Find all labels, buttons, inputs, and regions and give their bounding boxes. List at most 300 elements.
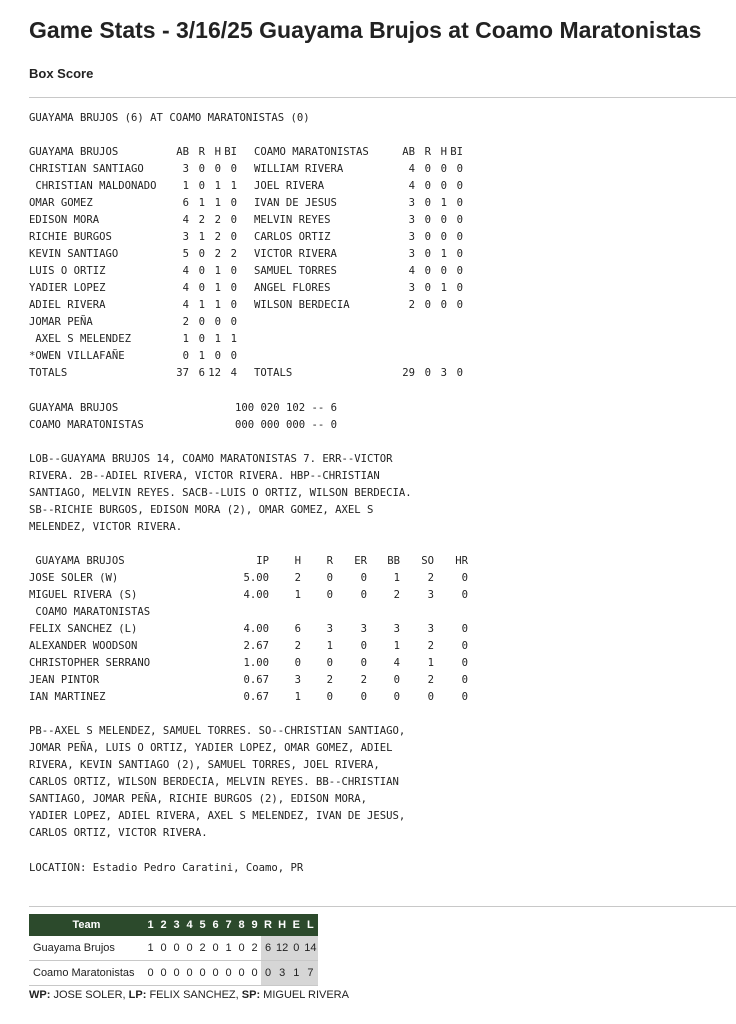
stat-ab: 4 [408, 163, 415, 175]
player-name: JOEL RIVERA [254, 180, 325, 192]
total-h: 12 [275, 936, 289, 961]
inning-score: 0 [183, 936, 196, 961]
table-row [29, 638, 468, 655]
col-header-h: H [275, 914, 289, 936]
stat-ab: 6 [182, 197, 189, 209]
stat-r: 0 [326, 691, 333, 703]
stat-ip: 2.67 [243, 640, 269, 652]
pitcher-name: JEAN PINTOR [29, 674, 100, 686]
table-row [29, 314, 463, 331]
total-r: 6 [198, 367, 205, 379]
stat-ab: 3 [182, 231, 189, 243]
inning-score: 1 [144, 936, 157, 961]
linescore-text-row [29, 400, 337, 417]
team-name: COAMO MARATONISTAS [29, 419, 144, 431]
player-name: ADIEL RIVERA [29, 299, 106, 311]
stat-h: 2 [214, 248, 221, 260]
stat-ab: 4 [182, 265, 189, 277]
page-title: Game Stats - 3/16/25 Guayama Brujos at Coamo Maratonistas [29, 17, 702, 43]
stat-r: 0 [198, 265, 205, 277]
home-team-header: COAMO MARATONISTAS [254, 146, 369, 158]
pitcher-name: FELIX SANCHEZ (L) [29, 623, 138, 635]
player-name: EDISON MORA [29, 214, 100, 226]
stat-ab: 4 [408, 265, 415, 277]
empty-cell [400, 604, 434, 621]
empty-cell [431, 331, 447, 348]
pitcher-name: MIGUEL RIVERA (S) [29, 589, 138, 601]
empty-cell [415, 314, 431, 331]
pitching-notes: PB--AXEL S MELENDEZ, SAMUEL TORRES. SO--CHRISTIAN SANTIAGO, JOMAR PEÑA, LUIS O ORTIZ, YADIER LOPEZ, OMAR GOMEZ, ADIEL RIVERA, KEVIN SANTIAGO (2), SAMUEL TORRES, JOEL RIVERA, CARLOS ORTIZ, WILSON BERDECIA, MELVIN REYES. BB--CHRISTIAN SANTIAGO, JOMAR PEÑA, RICHIE BURGOS (2), EDISON MORA, YADIER LOPEZ, ADIEL RIVERA, AXEL S MELENDEZ, IVAN DE JESUS, CARLOS ORTIZ, VICTOR RIVERA. [29, 725, 406, 839]
stat-h: 1 [294, 589, 301, 601]
pitching-team-header: GUAYAMA BRUJOS [29, 555, 125, 567]
stat-h: 1 [440, 197, 447, 209]
col-header-2: 2 [157, 914, 170, 936]
col-header: IP [256, 555, 269, 567]
table-row [29, 689, 468, 706]
stat-r: 0 [424, 299, 431, 311]
inning-score: 0 [157, 961, 170, 986]
stat-r: 0 [424, 248, 431, 260]
stat-bi: 0 [456, 180, 463, 192]
stat-r: 0 [424, 282, 431, 294]
player-name: MELVIN REYES [254, 214, 331, 226]
empty-cell [447, 314, 463, 331]
stat-h: 2 [294, 640, 301, 652]
stat-r: 1 [198, 197, 205, 209]
pitcher-name: IAN MARTINEZ [29, 691, 106, 703]
spacer [237, 297, 254, 314]
stat-bi: 1 [230, 180, 237, 192]
stat-so: 2 [427, 572, 434, 584]
stat-bb: 3 [393, 623, 400, 635]
empty-cell [399, 348, 415, 365]
col-header-team: Team [29, 914, 144, 936]
stat-r: 1 [198, 231, 205, 243]
empty-cell [447, 348, 463, 365]
stat-h: 1 [294, 691, 301, 703]
table-row [29, 144, 463, 161]
stat-r: 0 [198, 163, 205, 175]
stat-h: 0 [214, 316, 221, 328]
inning-score: 0 [209, 961, 222, 986]
inning-score: 0 [183, 961, 196, 986]
total-l: 7 [303, 961, 317, 986]
col-header-5: 5 [196, 914, 209, 936]
pitcher-name: JOSE SOLER (W) [29, 572, 119, 584]
stat-h: 1 [440, 282, 447, 294]
col-header-8: 8 [235, 914, 248, 936]
pitcher-name: ALEXANDER WOODSON [29, 640, 138, 652]
losing-pitcher: FELIX SANCHEZ [149, 989, 236, 1001]
stat-bi: 0 [456, 299, 463, 311]
section-title: Box Score [29, 66, 94, 81]
col-header: AB [176, 146, 189, 158]
stat-r: 0 [198, 248, 205, 260]
col-header-9: 9 [248, 914, 261, 936]
empty-cell [399, 331, 415, 348]
player-name: IVAN DE JESUS [254, 197, 337, 209]
total-e: 0 [289, 936, 303, 961]
table-row [29, 212, 463, 229]
col-header-4: 4 [183, 914, 196, 936]
stat-bi: 0 [230, 282, 237, 294]
inning-line: 000 000 000 -- 0 [235, 419, 338, 431]
stat-r: 0 [424, 197, 431, 209]
inning-score: 0 [222, 961, 235, 986]
empty-cell [269, 604, 301, 621]
spacer [237, 229, 254, 246]
stat-h: 0 [440, 180, 447, 192]
stat-h: 6 [294, 623, 301, 635]
spacer [237, 161, 254, 178]
total-l: 14 [303, 936, 317, 961]
empty-cell [431, 348, 447, 365]
total-r: 0 [424, 367, 431, 379]
stat-so: 3 [427, 623, 434, 635]
stat-ab: 4 [182, 282, 189, 294]
empty-cell [399, 314, 415, 331]
table-row [29, 280, 463, 297]
stat-ip: 5.00 [243, 572, 269, 584]
spacer [237, 280, 254, 297]
stat-h: 1 [214, 333, 221, 345]
inning-line: 100 020 102 -- 6 [235, 402, 338, 414]
table-row [29, 246, 463, 263]
stat-bi: 0 [230, 163, 237, 175]
stat-r: 0 [326, 657, 333, 669]
stat-hr: 0 [461, 623, 468, 635]
stat-bi: 2 [230, 248, 237, 260]
stat-h: 0 [294, 657, 301, 669]
stat-ab: 1 [182, 180, 189, 192]
stat-bb: 1 [393, 572, 400, 584]
stat-h: 2 [294, 572, 301, 584]
stat-h: 0 [214, 350, 221, 362]
stat-ip: 0.67 [243, 691, 269, 703]
table-row [29, 365, 463, 382]
empty-cell [447, 331, 463, 348]
table-row [29, 331, 463, 348]
empty-cell [431, 314, 447, 331]
inning-score: 0 [157, 936, 170, 961]
stat-bi: 1 [230, 333, 237, 345]
player-name: SAMUEL TORRES [254, 265, 337, 277]
stat-bi: 0 [230, 316, 237, 328]
col-header-6: 6 [209, 914, 222, 936]
stat-bb: 1 [393, 640, 400, 652]
col-header: H [294, 555, 301, 567]
stat-bb: 0 [393, 691, 400, 703]
player-name: OMAR GOMEZ [29, 197, 93, 209]
stat-er: 0 [360, 640, 367, 652]
stat-r: 2 [198, 214, 205, 226]
winning-pitcher: JOSE SOLER [53, 989, 123, 1001]
total-h: 3 [275, 961, 289, 986]
table-row [29, 587, 468, 604]
divider [29, 906, 736, 907]
pitching-decisions: WP: JOSE SOLER, LP: FELIX SANCHEZ, SP: MIGUEL RIVERA [29, 989, 349, 1001]
stat-hr: 0 [461, 674, 468, 686]
inning-score: 0 [170, 936, 183, 961]
table-row [29, 297, 463, 314]
empty-cell [301, 604, 333, 621]
stat-r: 0 [326, 589, 333, 601]
batting-table [29, 144, 463, 382]
spacer [237, 246, 254, 263]
stat-er: 0 [360, 657, 367, 669]
col-header: BI [224, 146, 237, 158]
stat-ab: 3 [408, 282, 415, 294]
stat-hr: 0 [461, 589, 468, 601]
stat-r: 0 [198, 180, 205, 192]
empty-cell [254, 348, 399, 365]
stat-bi: 0 [456, 197, 463, 209]
pitching-team-header: COAMO MARATONISTAS [29, 606, 151, 618]
total-h: 12 [208, 367, 221, 379]
inning-score: 1 [222, 936, 235, 961]
stat-bi: 0 [230, 231, 237, 243]
total-e: 1 [289, 961, 303, 986]
table-row [29, 229, 463, 246]
stat-ab: 3 [182, 163, 189, 175]
col-header-1: 1 [144, 914, 157, 936]
pitcher-name: CHRISTOPHER SERRANO [29, 657, 151, 669]
lp-label: LP: [128, 989, 147, 1001]
stat-hr: 0 [461, 657, 468, 669]
save-pitcher: MIGUEL RIVERA [263, 989, 349, 1001]
total-bi: 4 [230, 367, 237, 379]
stat-hr: 0 [461, 640, 468, 652]
stat-er: 0 [360, 589, 367, 601]
stat-h: 0 [440, 265, 447, 277]
total-ab: 37 [176, 367, 189, 379]
stat-ab: 1 [182, 333, 189, 345]
team-name: Coamo Maratonistas [29, 961, 144, 986]
player-name: WILLIAM RIVERA [254, 163, 344, 175]
stat-h: 1 [214, 299, 221, 311]
spacer [237, 331, 254, 348]
stat-h: 0 [440, 299, 447, 311]
total-r: 6 [261, 936, 275, 961]
spacer [237, 263, 254, 280]
table-row [29, 604, 468, 621]
empty-cell [415, 331, 431, 348]
col-header: HR [455, 555, 468, 567]
inning-score: 2 [196, 936, 209, 961]
stat-h: 0 [440, 214, 447, 226]
col-header: R [326, 555, 333, 567]
stat-bi: 0 [456, 248, 463, 260]
player-name: ANGEL FLORES [254, 282, 331, 294]
col-header: BB [387, 555, 400, 567]
stat-ab: 2 [182, 316, 189, 328]
stat-ab: 4 [182, 214, 189, 226]
inning-score: 2 [248, 936, 261, 961]
table-row [29, 178, 463, 195]
stat-h: 1 [440, 248, 447, 260]
player-name: YADIER LOPEZ [29, 282, 106, 294]
stat-ab: 4 [182, 299, 189, 311]
table-row [29, 348, 463, 365]
spacer [237, 195, 254, 212]
stat-r: 1 [198, 299, 205, 311]
stat-bi: 0 [456, 231, 463, 243]
stat-hr: 0 [461, 691, 468, 703]
divider [29, 97, 736, 98]
stat-ab: 5 [182, 248, 189, 260]
table-row [29, 553, 468, 570]
pitching-table [29, 553, 468, 706]
matchup-line: GUAYAMA BRUJOS (6) AT COAMO MARATONISTAS (0) [29, 112, 310, 124]
stat-er: 0 [360, 572, 367, 584]
stat-so: 1 [427, 657, 434, 669]
inning-score: 0 [235, 961, 248, 986]
spacer [237, 178, 254, 195]
stat-h: 1 [214, 282, 221, 294]
stat-er: 3 [360, 623, 367, 635]
stat-h: 0 [440, 231, 447, 243]
inning-score: 0 [144, 961, 157, 986]
col-header: H [440, 146, 447, 158]
stat-ab: 2 [408, 299, 415, 311]
stat-ab: 4 [408, 180, 415, 192]
total-bi: 0 [456, 367, 463, 379]
player-name: *OWEN VILLAFAÑE [29, 350, 125, 362]
table-row [29, 621, 468, 638]
stat-r: 0 [198, 282, 205, 294]
empty-cell [415, 348, 431, 365]
inning-score: 0 [209, 936, 222, 961]
stat-bb: 4 [393, 657, 400, 669]
stat-bi: 0 [456, 163, 463, 175]
totals-label: TOTALS [29, 367, 68, 379]
player-name: CHRISTIAN SANTIAGO [29, 163, 144, 175]
stat-bi: 0 [230, 299, 237, 311]
stat-r: 0 [198, 316, 205, 328]
col-header: H [214, 146, 221, 158]
stat-h: 2 [214, 214, 221, 226]
empty-cell [333, 604, 367, 621]
empty-cell [367, 604, 400, 621]
table-row [29, 263, 463, 280]
stat-bi: 0 [230, 214, 237, 226]
stat-so: 2 [427, 640, 434, 652]
col-header: AB [402, 146, 415, 158]
stat-ip: 4.00 [243, 623, 269, 635]
player-name: RICHIE BURGOS [29, 231, 112, 243]
stat-h: 0 [440, 163, 447, 175]
stat-bb: 2 [393, 589, 400, 601]
col-header-r: R [261, 914, 275, 936]
totals-label: TOTALS [254, 367, 293, 379]
player-name: KEVIN SANTIAGO [29, 248, 119, 260]
col-header: R [424, 146, 431, 158]
stat-ab: 3 [408, 197, 415, 209]
spacer [237, 348, 254, 365]
stat-h: 3 [294, 674, 301, 686]
col-header: ER [354, 555, 367, 567]
stat-ab: 3 [408, 248, 415, 260]
col-header-e: E [289, 914, 303, 936]
table-row [29, 195, 463, 212]
stat-bi: 0 [230, 197, 237, 209]
spacer [237, 365, 254, 382]
stat-r: 0 [424, 180, 431, 192]
stat-h: 1 [214, 197, 221, 209]
wp-label: WP: [29, 989, 51, 1001]
stat-r: 0 [424, 163, 431, 175]
total-ab: 29 [402, 367, 415, 379]
linescore-text-row [29, 417, 337, 434]
stat-r: 1 [198, 350, 205, 362]
empty-cell [254, 331, 399, 348]
stat-ab: 3 [408, 214, 415, 226]
stat-ip: 4.00 [243, 589, 269, 601]
inning-score: 0 [235, 936, 248, 961]
linescore-table [29, 914, 318, 986]
stat-r: 2 [326, 674, 333, 686]
table-row [29, 961, 318, 986]
stat-bb: 0 [393, 674, 400, 686]
player-name: CARLOS ORTIZ [254, 231, 331, 243]
stat-h: 1 [214, 180, 221, 192]
stat-bi: 0 [456, 214, 463, 226]
stat-r: 0 [424, 265, 431, 277]
col-header-l: L [303, 914, 317, 936]
stat-r: 0 [424, 231, 431, 243]
location: LOCATION: Estadio Pedro Caratini, Coamo, PR [29, 862, 304, 874]
table-row [29, 570, 468, 587]
stat-ip: 1.00 [243, 657, 269, 669]
stat-h: 2 [214, 231, 221, 243]
col-header-3: 3 [170, 914, 183, 936]
stat-ab: 3 [408, 231, 415, 243]
col-header: BI [450, 146, 463, 158]
player-name: VICTOR RIVERA [254, 248, 337, 260]
player-name: LUIS O ORTIZ [29, 265, 106, 277]
stat-er: 0 [360, 691, 367, 703]
empty-cell [254, 314, 399, 331]
stat-r: 0 [326, 572, 333, 584]
table-row [29, 936, 318, 961]
team-name: GUAYAMA BRUJOS [29, 402, 119, 414]
stat-r: 1 [326, 640, 333, 652]
away-team-header: GUAYAMA BRUJOS [29, 146, 119, 158]
stat-ab: 0 [182, 350, 189, 362]
total-r: 0 [261, 961, 275, 986]
stat-r: 0 [198, 333, 205, 345]
spacer [237, 144, 254, 161]
stat-bi: 0 [456, 282, 463, 294]
stat-ip: 0.67 [243, 674, 269, 686]
stat-r: 0 [424, 214, 431, 226]
stat-hr: 0 [461, 572, 468, 584]
table-row [29, 161, 463, 178]
stat-so: 0 [427, 691, 434, 703]
table-row [29, 655, 468, 672]
player-name: JOMAR PEÑA [29, 316, 93, 328]
empty-cell [229, 604, 269, 621]
sp-label: SP: [241, 989, 261, 1001]
stat-bi: 0 [230, 265, 237, 277]
spacer [237, 314, 254, 331]
team-name: Guayama Brujos [29, 936, 144, 961]
game-notes: LOB--GUAYAMA BRUJOS 14, COAMO MARATONISTAS 7. ERR--VICTOR RIVERA. 2B--ADIEL RIVERA, VICTOR RIVERA. HBP--CHRISTIAN SANTIAGO, MELVIN REYES. SACB--LUIS O ORTIZ, WILSON BERDECIA. SB--RICHIE BURGOS, EDISON MORA (2), OMAR GOMEZ, AXEL S MELENDEZ, VICTOR RIVERA. [29, 453, 412, 533]
stat-bi: 0 [456, 265, 463, 277]
player-name: AXEL S MELENDEZ [29, 333, 132, 345]
player-name: WILSON BERDECIA [254, 299, 350, 311]
player-name: CHRISTIAN MALDONADO [29, 180, 157, 192]
